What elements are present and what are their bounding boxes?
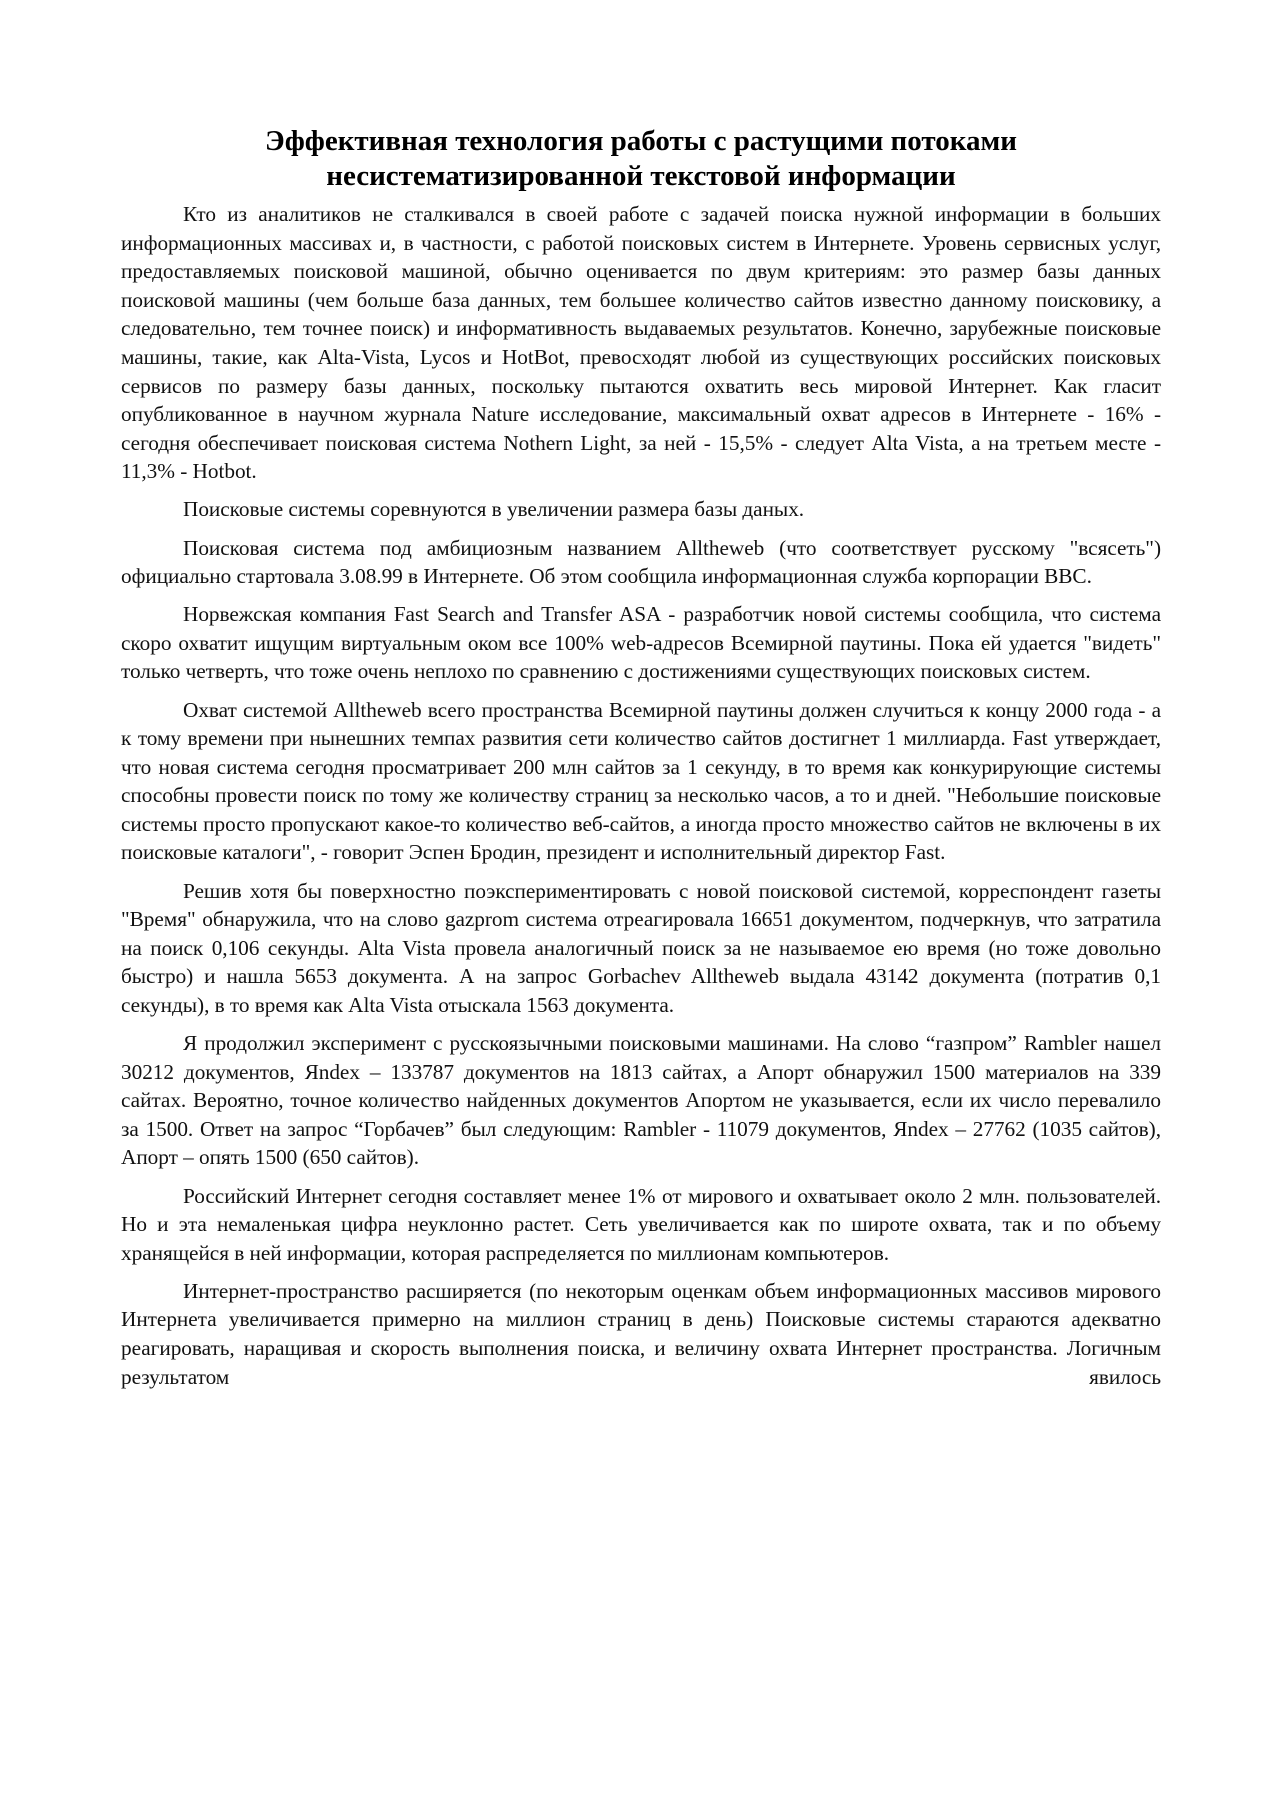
document-page <box>121 124 1161 1401</box>
paragraph-intro: Кто из аналитиков не сталкивался в своей работе с задачей поиска нужной информации в больших информационных массивах и, в частности, с работой поисковых систем в Интернете. Уровень сервисных услуг, предоставляемых поисковой машиной, обычно оценивается по двум критериям: это размер базы данных поисковой машины (чем больше база данных, тем большее количество сайтов известно данному поисковику, а следовательно, тем точнее поиск) и информативность выдаваемых результатов. Конечно, зарубежные поисковые машины, такие, как Alta-Vista, Lycos и HotBot, превосходят любой из существующих российских поисковых сервисов по размеру базы данных, поскольку пытаются охватить весь мировой Интернет. Как гласит опубликованное в научном журнала Nature исследование, максимальный охват адресов в Интернете - 16% - сегодня обеспечивает поисковая система Nothern Light, за ней - 15,5% - следует Alta Vista, а на третьем месте - 11,3% - Hotbot. <box>121 202 1161 484</box>
paragraph-runet: Российский Интернет сегодня составляет менее 1% от мирового и охватывает около 2 млн. пользователей. Но и эта немаленькая цифра неуклонно растет. Сеть увеличивается как по широте охвата, так и по объему хранящейся в ней информации, которая распределяется по миллионам компьютеров. <box>121 1183 1161 1265</box>
paragraph-expansion: Интернет-пространство расширяется (по некоторым оценкам объем информационных массивов мирового Интернета увеличивается примерно на миллион страниц в день) Поисковые системы стараются адекватно реагировать, наращивая и скорость выполнения поиска, и величину охвата Интернет пространства. Логичным результатом явилось <box>121 1278 1161 1389</box>
paragraph-russian-engines: Я продолжил эксперимент с русскоязычными поисковыми машинами. На слово “газпром” Rambler нашел 30212 документов, Яndex – 133787 документов на 1813 сайтах, а Апорт обнаружил 1500 материалов на 339 сайтах. Вероятно, точное количество найденных документов Апортом не указывается, если их число перевалило за 1500. Ответ на запрос “Горбачев” был следующим: Rambler - 11079 документов, Яndex – 27762 (1035 сайтов), Апорт – опять 1500 (650 сайтов). <box>121 1031 1161 1170</box>
paragraph-competition: Поисковые системы соревнуются в увеличении размера базы даных. <box>183 497 805 522</box>
paragraph-alltheweb-launch: Поисковая система под амбициозным названием Alltheweb (что соответствует русскому "всясеть") официально стартовала 3.08.99 в Интернете. Об этом сообщила информационная служба корпорации BBC. <box>121 535 1161 589</box>
paragraph-fast-search: Норвежская компания Fast Search and Transfer ASA - разработчик новой системы сообщила, что система скоро охватит ищущим виртуальным оком все 100% web-адресов Всемирной паутины. Пока ей удается "видеть" только четверть, что тоже очень неплохо по сравнению с достижениями существующих поисковых систем. <box>121 602 1161 684</box>
document-title: Эффективная технология работы с растущими потоками несистематизированной текстовой информации <box>265 125 1017 192</box>
paragraph-coverage: Охват системой Alltheweb всего пространства Всемирной паутины должен случиться к концу 2000 года - а к тому времени при нынешних темпах развития сети количество сайтов достигнет 1 миллиарда. Fast утверждает, что новая система сегодня просматривает 200 млн сайтов за 1 секунду, в то время как конкурирующие системы способны провести поиск по тому же количеству страниц за несколько часов, а то и дней. "Небольшие поисковые системы просто пропускают какое-то количество веб-сайтов, а иногда просто множество сайтов не включены в их поисковые каталоги", - говорит Эспен Бродин, президент и исполнительный директор Fast. <box>121 697 1161 865</box>
paragraph-experiment: Решив хотя бы поверхностно поэкспериментировать с новой поисковой системой, корреспондент газеты "Время" обнаружила, что на слово gazprom система отреагировала 16651 документом, подчеркнув, что затратила на поиск 0,106 секунды. Alta Vista провела аналогичный поиск за не называемое ею время (но тоже довольно быстро) и нашла 5653 документа. А на запрос Gorbachev Alltheweb выдала 43142 документа (потратив 0,1 секунды), в то время как Alta Vista отыскала 1563 документа. <box>121 878 1161 1017</box>
